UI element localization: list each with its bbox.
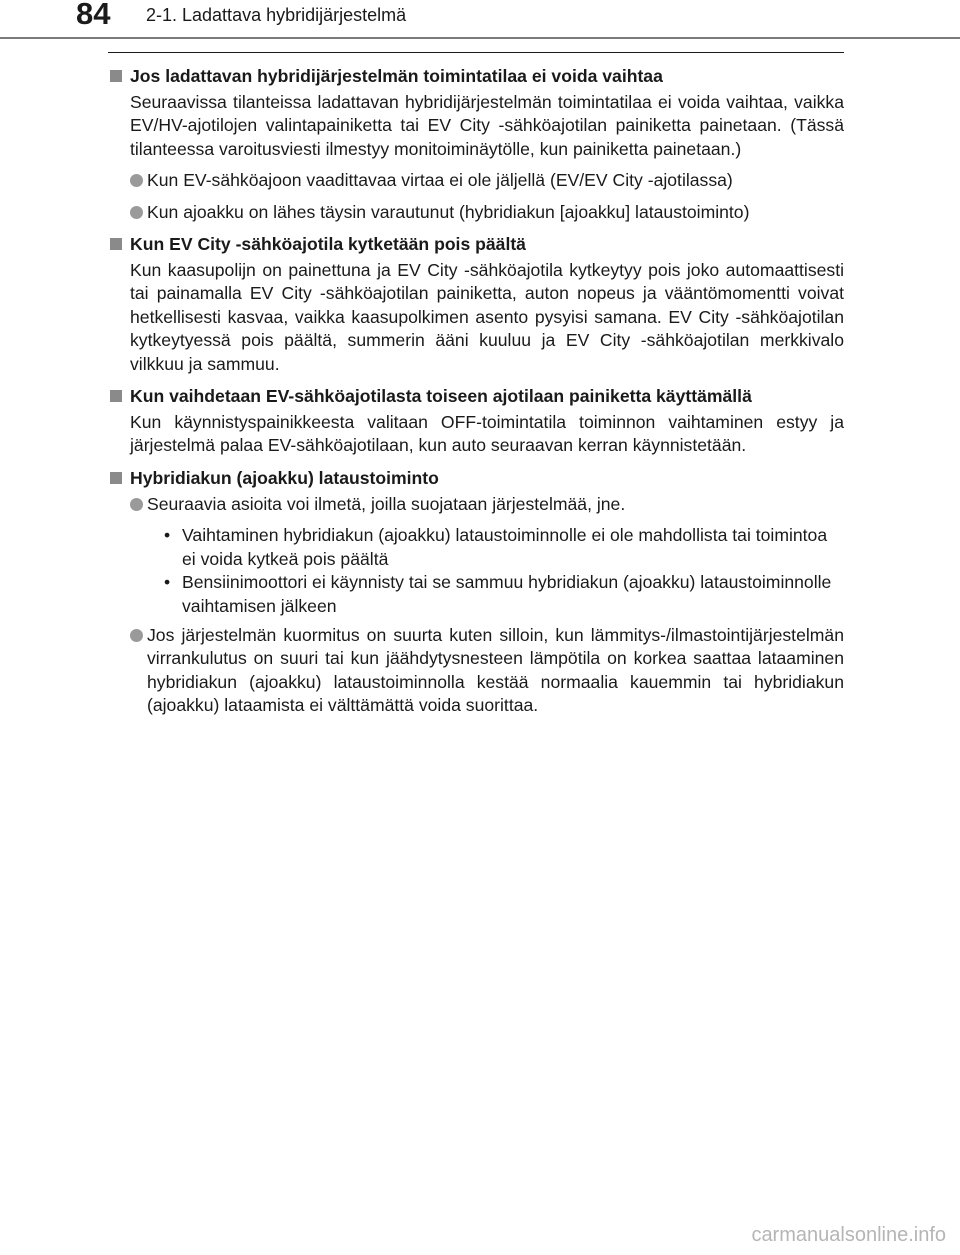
list-item-text: Kun EV-sähköajoon vaadittavaa virtaa ei ole jäljellä (EV/EV City -ajotilassa): [147, 170, 733, 191]
section-heading: [108, 466, 844, 490]
list-item: [130, 493, 844, 516]
section-ev-city-off: [108, 232, 844, 376]
circle-bullet-icon: [130, 629, 143, 642]
square-bullet-icon: [110, 390, 122, 402]
header-divider: [0, 37, 960, 39]
section-heading-text: Kun vaihdetaan EV-sähköajotilasta toiseen ajotilaan painiketta käyttämällä: [130, 386, 752, 407]
footer-watermark: carmanualsonline.info: [751, 1224, 946, 1246]
sub-list-item: [164, 524, 844, 571]
square-bullet-icon: [110, 472, 122, 484]
section-switch-from-ev: [108, 384, 844, 458]
page-number: 84: [76, 0, 111, 31]
circle-bullet-icon: [130, 174, 143, 187]
section-heading-text: Jos ladattavan hybridijärjestelmän toimintatilaa ei voida vaihtaa: [130, 66, 663, 86]
section-paragraph: Kun kaasupolijn on painettuna ja EV City -sähköajotila kytkeytyy pois joko automaattisesti tai painamalla EV City -sähköajotilan painiketta, auton nopeus ja vääntömomentti voivat hetkellisesti kasvaa, vaikka kaasupolkimen asento pysyisi samana. EV City -sähköajotilan kytkeytyessä pois päältä, summerin ääni kuuluu ja EV City -sähköajotilan merkkivalo vilkkuu ja sammuu.: [130, 260, 844, 374]
list-item: [130, 201, 844, 224]
list-item: [130, 169, 844, 192]
section-mode-change-blocked: [108, 64, 844, 224]
circle-bullet-icon: [130, 498, 143, 511]
sub-list-item: [164, 571, 844, 618]
circle-bullet-icon: [130, 206, 143, 219]
list-item-text: Jos järjestelmän kuormitus on suurta kuten silloin, kun lämmitys-/ilmastointijärjestelmän virrankulutus on suuri tai kun jäähdytysnesteen lämpötila on korkea saattaa lataaminen hybridiakun (ajoakku) lataustoiminnolla kestää normaalia kauemmin tai hybridiakun (ajoakku) lataamista ei välttämättä voida suorittaa.: [147, 624, 844, 716]
section-heading: [108, 232, 844, 256]
content-divider: [108, 52, 844, 53]
sub-list-item-text: Vaihtaminen hybridiakun (ajoakku) lataustoiminnolle ei ole mahdollista tai toimintoa ei voida kytkeä pois päältä: [182, 525, 828, 569]
section-paragraph: Seuraavissa tilanteissa ladattavan hybridijärjestelmän toimintatilaa ei voida vaihtaa, vaikka EV/HV-ajotilojen valintapainiketta tai EV City -sähköajotilan painiketta painetaan. (Tässä tilanteessa varoitusviesti ilmestyy monitoiminäytölle, kun painiketta painetaan.): [130, 92, 844, 159]
sub-list: [108, 524, 844, 618]
page-header: [0, 0, 960, 40]
page-content: [108, 64, 844, 726]
section-heading-text: Kun EV City -sähköajotila kytketään pois päältä: [130, 234, 526, 255]
section-heading: [108, 64, 844, 88]
sub-list-marker: •: [164, 572, 171, 593]
list-item-text: Seuraavia asioita voi ilmetä, joilla suojataan järjestelmää, jne.: [147, 493, 626, 514]
chapter-title: 2-1. Ladattava hybridijärjestelmä: [146, 5, 407, 25]
section-heading: [108, 384, 844, 408]
square-bullet-icon: [110, 238, 122, 250]
list-item-text: Kun ajoakku on lähes täysin varautunut (hybridiakun [ajoakku] lataustoiminto): [147, 201, 750, 222]
section-paragraph: Kun käynnistyspainikkeesta valitaan OFF-toimintatila toiminnon vaihtaminen estyy ja järjestelmä palaa EV-sähköajotilaan, kun auto seuraavan kerran käynnistetään.: [130, 412, 844, 456]
sub-list-marker: •: [164, 525, 171, 546]
sub-list-item-text: Bensiinimoottori ei käynnisty tai se sammuu hybridiakun (ajoakku) lataustoiminnolle vaihtamisen jälkeen: [182, 572, 832, 616]
section-heading-text: Hybridiakun (ajoakku) lataustoiminto: [130, 467, 439, 488]
list-item: [130, 624, 844, 718]
square-bullet-icon: [110, 70, 122, 82]
section-battery-charge-mode: [108, 466, 844, 718]
